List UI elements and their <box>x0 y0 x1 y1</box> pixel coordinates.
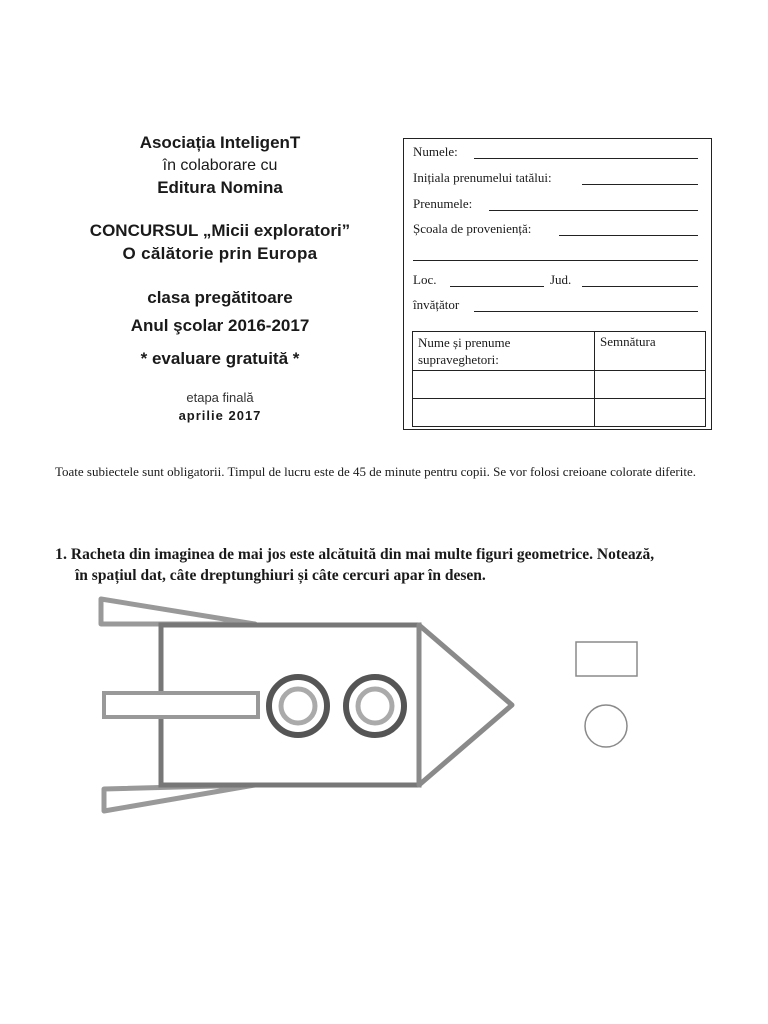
star-left: * <box>140 349 148 368</box>
rectangle-answer-box[interactable] <box>576 642 637 676</box>
supervisor-signature-cell-1[interactable] <box>595 371 706 399</box>
school-year: Anul şcolar 2016-2017 <box>130 316 310 335</box>
name-field[interactable] <box>474 158 698 159</box>
grade-level: clasa pregătitoare <box>147 288 293 307</box>
name-label: Numele: <box>413 144 458 159</box>
identification-box <box>403 138 712 430</box>
stage-text: etapa finală <box>186 390 254 405</box>
association-name: Asociația InteligenT <box>139 133 301 152</box>
teacher-field[interactable] <box>474 311 698 312</box>
supervisor-signature-cell-2[interactable] <box>595 399 706 427</box>
evaluation-text: evaluare gratuită <box>151 349 289 368</box>
contest-title: CONCURSUL „Micii exploratori” <box>89 221 351 240</box>
first-name-label: Prenumele: <box>413 196 473 211</box>
circle-answer-box[interactable] <box>585 705 627 747</box>
signature-header: Semnătura <box>595 332 706 371</box>
locality-field[interactable] <box>450 286 544 287</box>
star-right: * <box>292 349 300 368</box>
teacher-label: învățător <box>413 297 460 312</box>
rocket-middle-rectangle <box>104 693 258 717</box>
locality-label: Loc. <box>413 272 437 287</box>
father-initial-label: Inițiala prenumelui tatălui: <box>413 170 552 185</box>
rocket-window-inner-2 <box>358 689 392 723</box>
supervisors-table <box>412 331 706 427</box>
contest-date: aprilie 2017 <box>178 408 262 423</box>
rocket-window-inner-1 <box>281 689 315 723</box>
supervisor-name-cell-2[interactable] <box>413 399 595 427</box>
rocket-nose <box>419 625 512 785</box>
contest-theme: O călătorie prin Europa <box>122 244 318 263</box>
supervisors-header: Nume și prenume supraveghetori: <box>413 332 595 371</box>
question-number: 1. <box>55 546 67 563</box>
question-text-line2: în spațiul dat, câte dreptunghiuri și câte cercuri apar în desen. <box>75 567 486 584</box>
father-initial-field[interactable] <box>582 184 698 185</box>
school-field-line2[interactable] <box>413 260 698 261</box>
school-field[interactable] <box>559 235 698 236</box>
county-field[interactable] <box>582 286 698 287</box>
question-text-line1: Racheta din imaginea de mai jos este alcătuită din mai multe figuri geometrice. Notează, <box>70 546 655 563</box>
rocket-top-fin <box>101 599 255 624</box>
general-instructions: Toate subiectele sunt obligatorii. Timpul de lucru este de 45 de minute pentru copii. Se vor folosi creioane colorate diferite. <box>55 464 696 479</box>
rocket-drawing <box>0 590 768 830</box>
rocket-bottom-fin <box>104 785 255 811</box>
supervisor-name-cell-1[interactable] <box>413 371 595 399</box>
first-name-field[interactable] <box>489 210 698 211</box>
publisher-name: Editura Nomina <box>157 178 283 197</box>
question-1 <box>55 544 725 586</box>
collaboration-text: în colaborare cu <box>162 157 278 174</box>
county-label: Jud. <box>550 272 572 287</box>
school-label: Școala de proveniență: <box>413 221 532 236</box>
evaluation-type <box>60 349 380 369</box>
